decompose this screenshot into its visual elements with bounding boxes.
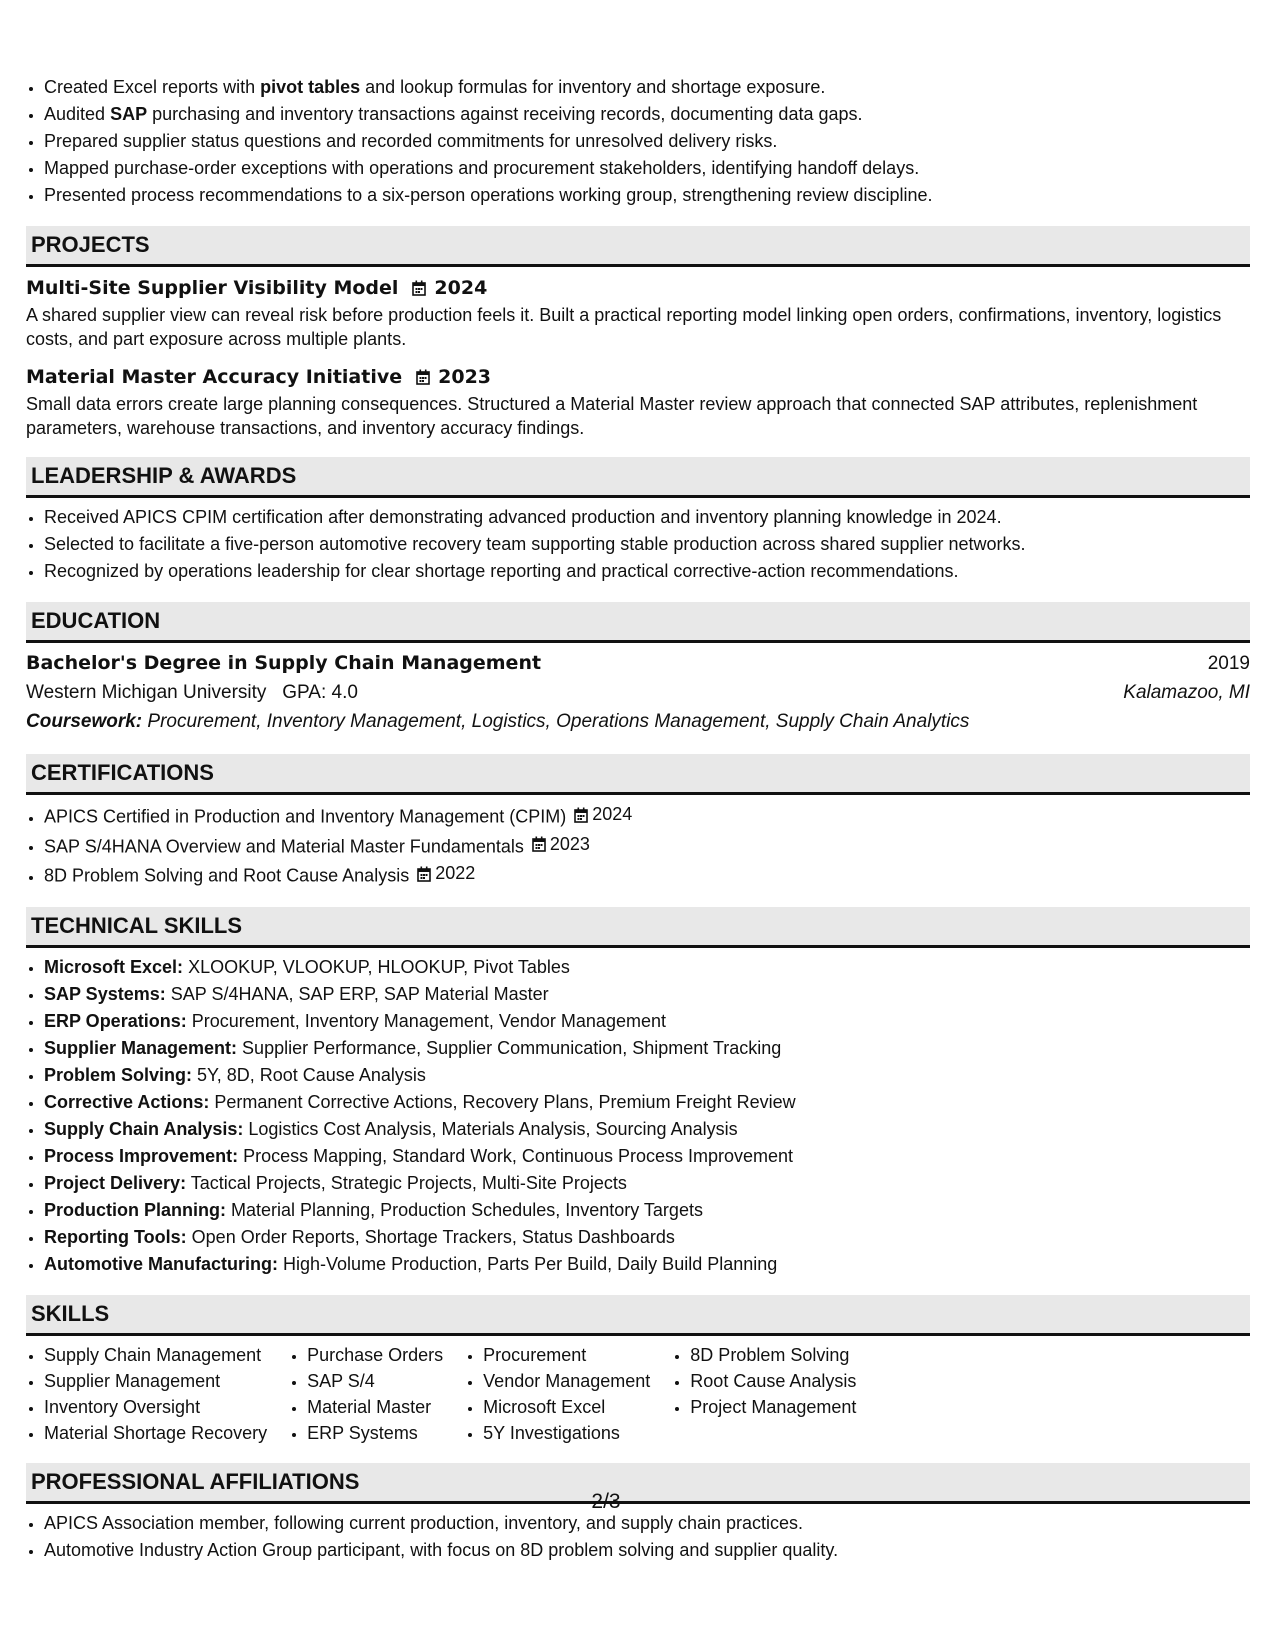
list-item: • Received APICS CPIM certification after demonstrating advanced production and inventory planning knowledge in 2024. bbox=[44, 504, 1250, 531]
skills-grid bbox=[26, 1342, 1250, 1446]
calendar-icon bbox=[417, 866, 431, 882]
calendar-icon bbox=[574, 807, 588, 823]
project-year: 2023 bbox=[438, 366, 492, 388]
project-title: Material Master Accuracy Initiative bbox=[26, 366, 403, 388]
list-item: • Microsoft Excel: XLOOKUP, VLOOKUP, HLOOKUP, Pivot Tables bbox=[44, 954, 1250, 981]
list-item: • SAP Systems: SAP S/4HANA, SAP ERP, SAP Material Master bbox=[44, 981, 1250, 1008]
list-item: • Material Shortage Recovery bbox=[44, 1420, 267, 1446]
section-heading-projects: PROJECTS bbox=[26, 226, 1250, 267]
project-title: Multi-Site Supplier Visibility Model bbox=[26, 277, 399, 299]
leadership-list bbox=[26, 504, 1250, 585]
list-item: • Vendor Management bbox=[483, 1368, 650, 1394]
list-item: • Production Planning: Material Planning, Production Schedules, Inventory Targets bbox=[44, 1197, 1250, 1224]
list-item: • Presented process recommendations to a six-person operations working group, strengthening review discipline. bbox=[44, 182, 1250, 209]
list-item: • Supply Chain Analysis: Logistics Cost Analysis, Materials Analysis, Sourcing Analysis bbox=[44, 1116, 1250, 1143]
gpa: GPA: 4.0 bbox=[282, 682, 358, 703]
list-item: • Process Improvement: Process Mapping, Standard Work, Continuous Process Improvement bbox=[44, 1143, 1250, 1170]
section-heading-technical-skills: TECHNICAL SKILLS bbox=[26, 907, 1250, 948]
list-item: • 8D Problem Solving bbox=[690, 1342, 856, 1368]
list-item: • Project Management bbox=[690, 1394, 856, 1420]
graduation-year: 2019 bbox=[1207, 653, 1250, 674]
certifications-list bbox=[26, 801, 1250, 890]
project-description: Small data errors create large planning consequences. Structured a Material Master review approach that connected SAP attributes, replenishment parameters, warehouse transactions, and inventory accuracy findings. bbox=[26, 394, 1198, 438]
project-entry bbox=[26, 273, 1250, 351]
list-item: • APICS Certified in Production and Inventory Management (CPIM) 2024 bbox=[44, 801, 1250, 831]
list-item: • Inventory Oversight bbox=[44, 1394, 267, 1420]
list-item: • Project Delivery: Tactical Projects, Strategic Projects, Multi-Site Projects bbox=[44, 1170, 1250, 1197]
list-item: • Audited SAP purchasing and inventory transactions against receiving records, documenting data gaps. bbox=[44, 101, 1250, 128]
list-item: • SAP S/4HANA Overview and Material Master Fundamentals 2023 bbox=[44, 831, 1250, 861]
list-item: • Automotive Manufacturing: High-Volume Production, Parts Per Build, Daily Build Planning bbox=[44, 1251, 1250, 1278]
list-item: • 5Y Investigations bbox=[483, 1420, 650, 1446]
degree: Bachelor's Degree in Supply Chain Management bbox=[26, 652, 542, 674]
section-heading-education: EDUCATION bbox=[26, 602, 1250, 643]
school-location: Kalamazoo, MI bbox=[1123, 682, 1250, 703]
list-item: • Reporting Tools: Open Order Reports, Shortage Trackers, Status Dashboards bbox=[44, 1224, 1250, 1251]
section-heading-skills: SKILLS bbox=[26, 1295, 1250, 1336]
list-item: • Automotive Industry Action Group participant, with focus on 8D problem solving and supplier quality. bbox=[44, 1537, 1250, 1564]
list-item: • APICS Association member, following current production, inventory, and supply chain practices. bbox=[44, 1510, 1250, 1537]
calendar-icon bbox=[532, 836, 546, 852]
list-item: • Procurement bbox=[483, 1342, 650, 1368]
section-heading-certifications: CERTIFICATIONS bbox=[26, 754, 1250, 795]
list-item: • Supply Chain Management bbox=[44, 1342, 267, 1368]
list-item: • Microsoft Excel bbox=[483, 1394, 650, 1420]
resume-page bbox=[26, 74, 1250, 1564]
list-item: • ERP Operations: Procurement, Inventory Management, Vendor Management bbox=[44, 1008, 1250, 1035]
list-item: • ERP Systems bbox=[307, 1420, 443, 1446]
project-year: 2024 bbox=[434, 277, 488, 299]
technical-skills-list bbox=[26, 954, 1250, 1278]
list-item: • Corrective Actions: Permanent Corrective Actions, Recovery Plans, Premium Freight Review bbox=[44, 1089, 1250, 1116]
list-item: • Created Excel reports with pivot tables and lookup formulas for inventory and shortage exposure. bbox=[44, 74, 1250, 101]
list-item: • Prepared supplier status questions and recorded commitments for unresolved delivery risks. bbox=[44, 128, 1250, 155]
section-heading-leadership: LEADERSHIP & AWARDS bbox=[26, 457, 1250, 498]
list-item: • Recognized by operations leadership for clear shortage reporting and practical corrective-action recommendations. bbox=[44, 558, 1250, 585]
list-item: • Mapped purchase-order exceptions with operations and procurement stakeholders, identifying handoff delays. bbox=[44, 155, 1250, 182]
affiliations-list bbox=[26, 1510, 1250, 1564]
coursework: Coursework: Procurement, Inventory Management, Logistics, Operations Management, Supply Chain Analytics bbox=[26, 711, 970, 732]
list-item: • Supplier Management bbox=[44, 1368, 267, 1394]
project-description: A shared supplier view can reveal risk before production feels it. Built a practical reporting model linking open orders, confirmations, inventory, logistics costs, and part exposure across multiple plants. bbox=[26, 305, 1222, 349]
calendar-icon bbox=[416, 369, 430, 385]
list-item: • Root Cause Analysis bbox=[690, 1368, 856, 1394]
calendar-icon bbox=[412, 280, 426, 296]
list-item: • Problem Solving: 5Y, 8D, Root Cause Analysis bbox=[44, 1062, 1250, 1089]
list-item: • SAP S/4 bbox=[307, 1368, 443, 1394]
section-heading-affiliations: PROFESSIONAL AFFILIATIONS bbox=[26, 1463, 1250, 1504]
school-name: Western Michigan University bbox=[26, 682, 267, 703]
list-item: • 8D Problem Solving and Root Cause Analysis 2022 bbox=[44, 860, 1250, 890]
list-item: • Material Master bbox=[307, 1394, 443, 1420]
experience-bullets bbox=[26, 74, 1250, 209]
page-number: 2/3 bbox=[591, 1490, 621, 1513]
list-item: • Supplier Management: Supplier Performance, Supplier Communication, Shipment Tracking bbox=[44, 1035, 1250, 1062]
list-item: • Purchase Orders bbox=[307, 1342, 443, 1368]
list-item: • Selected to facilitate a five-person automotive recovery team supporting stable production across shared supplier networks. bbox=[44, 531, 1250, 558]
project-entry bbox=[26, 362, 1250, 440]
